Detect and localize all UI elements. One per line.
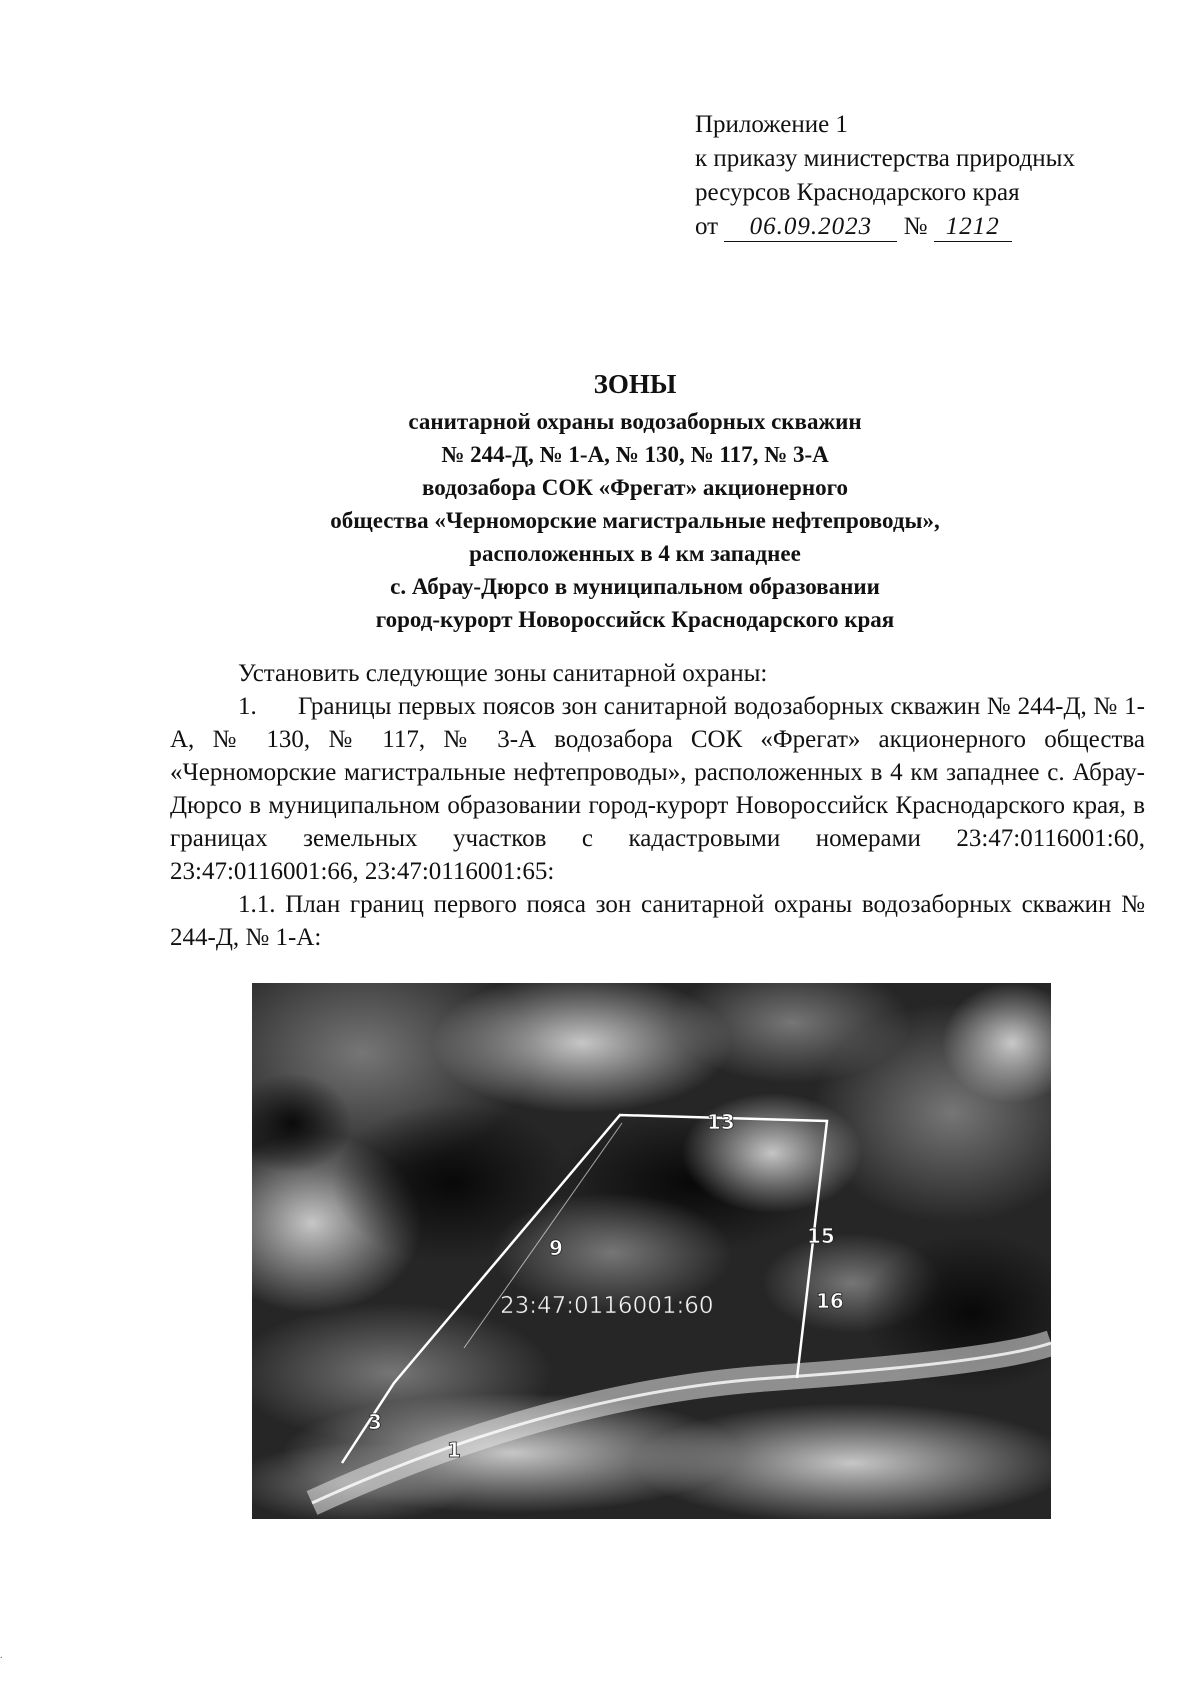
title-line: город-курорт Новороссийск Краснодарского края	[375, 607, 895, 632]
document-title	[200, 368, 1070, 636]
title-line: санитарной охраны водозаборных скважин	[408, 409, 862, 434]
point-label-13: 13	[707, 1110, 735, 1134]
point-label-9: 9	[549, 1236, 563, 1260]
body-text	[170, 657, 1145, 954]
point-label-15: 15	[807, 1224, 835, 1248]
title-line: общества «Черноморские магистральные нефтепроводы»,	[330, 508, 940, 533]
item-1-paragraph	[170, 690, 1145, 888]
number-prefix: №	[903, 213, 928, 240]
satellite-map	[252, 983, 1051, 1519]
title-line: с. Абрау-Дюрсо в муниципальном образовании	[390, 574, 880, 599]
intro-paragraph: Установить следующие зоны санитарной охраны:	[238, 660, 768, 687]
appendix-block	[695, 108, 1155, 244]
parcel-cadastral-label: 23:47:0116001:60	[500, 1293, 714, 1319]
point-label-3: 3	[368, 1410, 382, 1434]
title-line: водозабора СОК «Фрегат» акционерного	[422, 475, 848, 500]
boundary-plan-image	[252, 983, 1051, 1519]
point-label-1: 1	[447, 1438, 461, 1462]
appendix-ministry-line: ресурсов Краснодарского края	[695, 179, 1020, 206]
margin-mark: .	[0, 1650, 3, 1661]
title-line: № 244-Д, № 1-А, № 130, № 117, № 3-А	[441, 442, 829, 467]
date-prefix: от	[695, 213, 719, 240]
title-heading: ЗОНЫ	[593, 369, 677, 399]
handwritten-date: 06.09.2023	[724, 213, 897, 242]
appendix-title: Приложение 1	[695, 111, 848, 138]
item-1-text: Границы первых поясов зон санитарной водозаборных скважин № 244-Д, № 1-А, № 130, № 117, № 3-А водозабора СОК «Фрегат» акционерного общества «Черноморские магистральные нефтепроводы», расположенных в 4 км западнее с. Абрау-Дюрсо в муниципальном образовании город-курорт Новороссийск Краснодарского края, в границах земельных участков с кадастровыми номерами 23:47:0116001:60, 23:47:0116001:66, 23:47:0116001:65:	[170, 693, 1145, 885]
item-1-1-paragraph: 1.1. План границ первого пояса зон санитарной охраны водозаборных скважин № 244-Д, № 1-А:	[170, 891, 1145, 951]
point-label-16: 16	[816, 1289, 844, 1313]
item-1-number: 1.	[238, 693, 257, 720]
title-line: расположенных в 4 км западнее	[469, 541, 801, 566]
appendix-order-line: к приказу министерства природных	[695, 145, 1075, 172]
handwritten-number: 1212	[934, 213, 1012, 242]
appendix-date-line	[695, 210, 1155, 244]
